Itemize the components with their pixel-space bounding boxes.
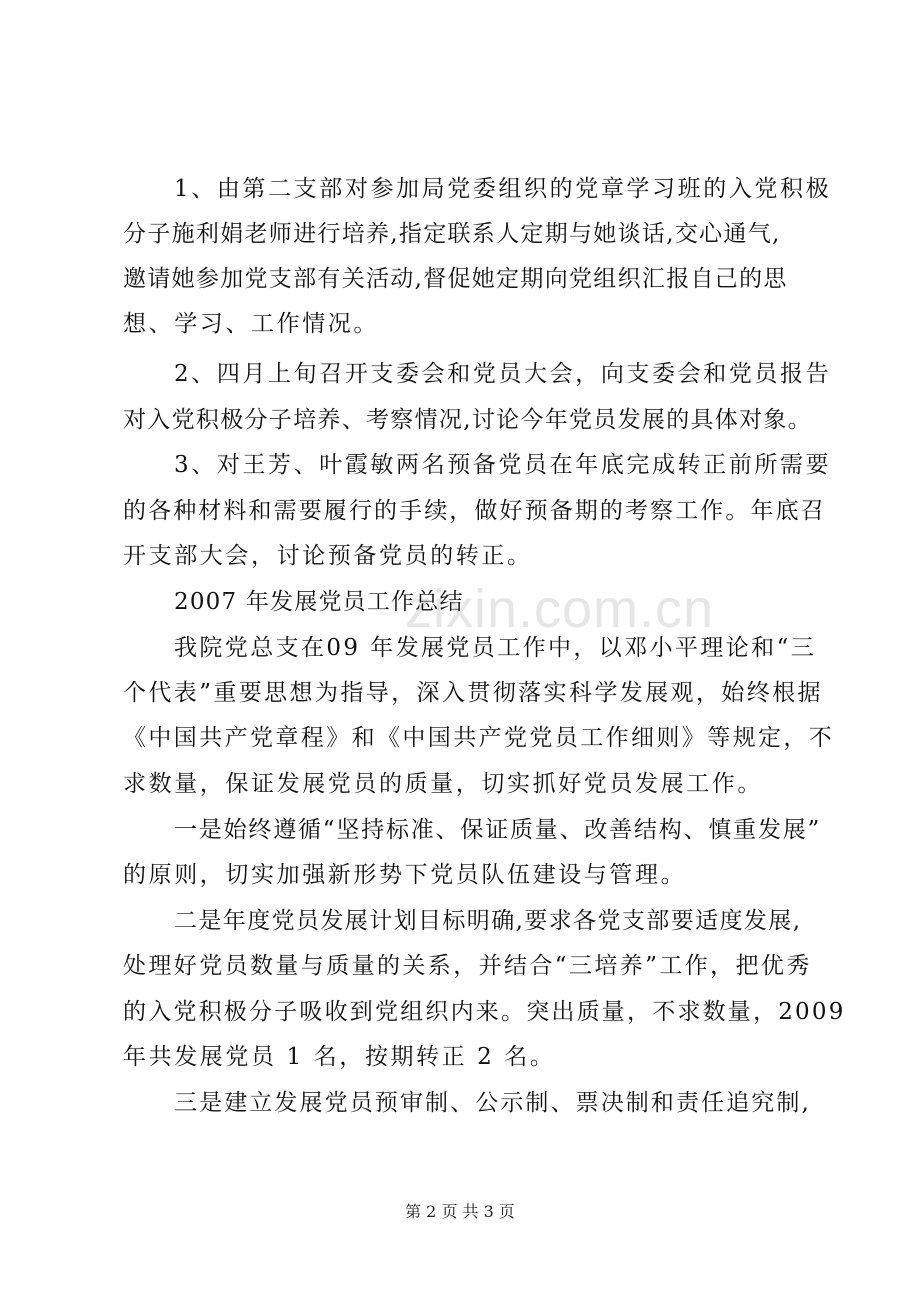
- paragraph-line: 处理好党员数量与质量的关系，并结合“三培养”工作，把优秀: [123, 953, 812, 979]
- paragraph-line: 的入党积极分子吸收到党组织内来。突出质量，不求数量，2009: [123, 999, 846, 1025]
- paragraph-line: 三是建立发展党员预审制、公示制、票决制和责任追究制,: [174, 1090, 811, 1116]
- paragraph-line: 二是年度党员发展计划目标明确,要求各党支部要适度发展,: [174, 908, 802, 934]
- paragraph-line: 开支部大会，讨论预备党员的转正。: [123, 543, 533, 569]
- paragraph-line: 个代表”重要思想为指导，深入贯彻落实科学发展观，始终根据: [123, 680, 823, 706]
- section-heading: 2007 年发展党员工作总结: [174, 589, 464, 615]
- page-footer: 第 2 页 共 3 页: [405, 1202, 515, 1221]
- paragraph-line: 3、对王芳、叶霞敏两名预备党员在年底完成转正前所需要: [174, 452, 832, 478]
- paragraph-line: 分子施利娟老师进行培养,指定联系人定期与她谈话,交心通气,: [123, 221, 781, 247]
- paragraph-line: 我院党总支在09 年发展党员工作中，以邓小平理论和“三: [174, 635, 817, 661]
- paragraph-line: 2、四月上旬召开支委会和党员大会，向支委会和党员报告: [174, 361, 832, 387]
- paragraph-line: 的原则，切实加强新形势下党员队伍建设与管理。: [123, 862, 687, 888]
- paragraph-line: 想、学习、工作情况。: [123, 311, 379, 337]
- paragraph-line: 一是始终遵循“坚持标准、保证质量、改善结构、慎重发展”: [174, 817, 822, 843]
- paragraph-line: 邀请她参加党支部有关活动,督促她定期向党组织汇报自己的思: [123, 266, 788, 292]
- paragraph-line: 年共发展党员 1 名，按期转正 2 名。: [123, 1044, 556, 1070]
- watermark: zixin.com.cn: [405, 579, 715, 639]
- paragraph-line: 求数量，保证发展党员的质量，切实抓好党员发展工作。: [123, 771, 763, 797]
- paragraph-line: 对入党积极分子培养、考察情况,讨论今年党员发展的具体对象。: [123, 407, 813, 433]
- paragraph-line: 《中国共产党章程》和《中国共产党党员工作细则》等规定，不: [123, 725, 835, 751]
- paragraph-line: 的各种材料和需要履行的手续，做好预备期的考察工作。年底召: [123, 498, 826, 524]
- paragraph-line: 1、由第二支部对参加局党委组织的党章学习班的入党积极: [174, 176, 832, 202]
